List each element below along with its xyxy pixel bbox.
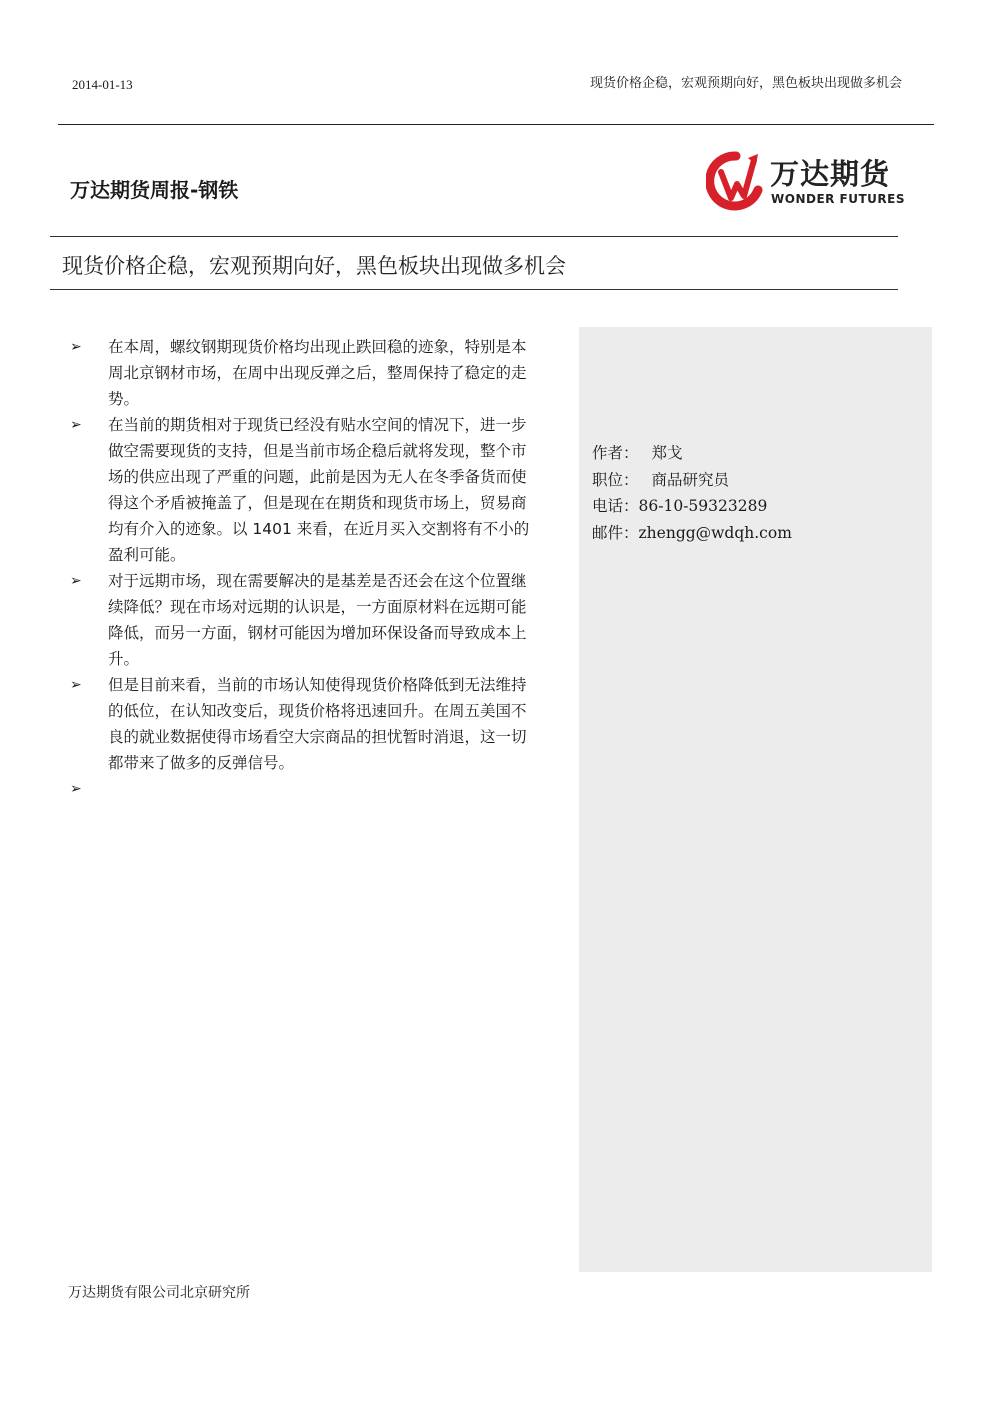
email-value: zhengg@wdqh.com: [638, 523, 792, 542]
author-info: [592, 440, 792, 546]
bullet-item: [66, 568, 538, 672]
phone-value: 86-10-59323289: [638, 497, 768, 515]
bullet-item: [66, 776, 538, 802]
arrow-bullet-icon: ➢: [70, 339, 82, 355]
arrow-bullet-icon: ➢: [70, 573, 82, 589]
arrow-bullet-icon: ➢: [70, 677, 82, 693]
bullet-item: [66, 334, 538, 412]
bullet-item: [66, 672, 538, 776]
header-divider: [58, 124, 934, 125]
bullet-text: 在本周，螺纹钢期现货价格均出现止跌回稳的迹象，特别是本周北京钢材市场，在周中出现反弹之后，整周保持了稳定的走势。: [108, 338, 527, 408]
position-label: 职位：: [592, 470, 639, 489]
logo-chinese-text: 万达期货: [770, 157, 891, 191]
footer-company: 万达期货有限公司北京研究所: [68, 1285, 250, 1301]
author-label: 作者：: [592, 444, 639, 462]
wonder-futures-logo-icon: [706, 150, 766, 212]
headline-bottom-rule: [50, 289, 898, 290]
summary-bullets: [66, 334, 538, 802]
phone-row: [592, 493, 792, 520]
position-row: [592, 467, 792, 494]
bullet-text: 在当前的期货相对于现货已经没有贴水空间的情况下，进一步做空需要现货的支持，但是当前市场企稳后就将发现，整个市场的供应出现了严重的问题，此前是因为无人在冬季备货而使得这个矛盾被掩盖了，但是现在在期货和现货市场上，贸易商均有介入的迹象。以 1401 来看，在近月买入交割将有不小的盈利可能。: [108, 416, 530, 564]
arrow-bullet-icon: ➢: [70, 781, 82, 797]
bullet-text: 对于远期市场，现在需要解决的是基差是否还会在这个位置继续降低？现在市场对远期的认识是，一方面原材料在远期可能降低，而另一方面，钢材可能因为增加环保设备而导致成本上升。: [108, 572, 527, 668]
position-value: 商品研究员: [651, 470, 729, 489]
phone-label: 电话：: [592, 497, 639, 515]
logo-english-text: WONDER FUTURES: [771, 192, 906, 206]
report-headline: 现货价格企稳，宏观预期向好，黑色板块出现做多机会: [62, 254, 566, 278]
headline-top-rule: [50, 236, 898, 237]
report-date: 2014-01-13: [72, 77, 133, 92]
company-logo: [706, 150, 916, 212]
bullet-text: 但是目前来看，当前的市场认知使得现货价格降低到无法维持的低位，在认知改变后，现货价格将迅速回升。在周五美国不良的就业数据使得市场看空大宗商品的担忧暂时消退，这一切都带来了做多的反弹信号。: [108, 676, 527, 772]
author-name: 郑戈: [651, 444, 683, 462]
author-row: [592, 440, 792, 467]
report-name: 万达期货周报-钢铁: [70, 178, 239, 202]
arrow-bullet-icon: ➢: [70, 417, 82, 433]
bullet-item: [66, 412, 538, 568]
email-label: 邮件：: [592, 523, 639, 542]
running-header-title: 现货价格企稳，宏观预期向好，黑色板块出现做多机会: [589, 76, 902, 91]
email-row: [592, 520, 792, 547]
